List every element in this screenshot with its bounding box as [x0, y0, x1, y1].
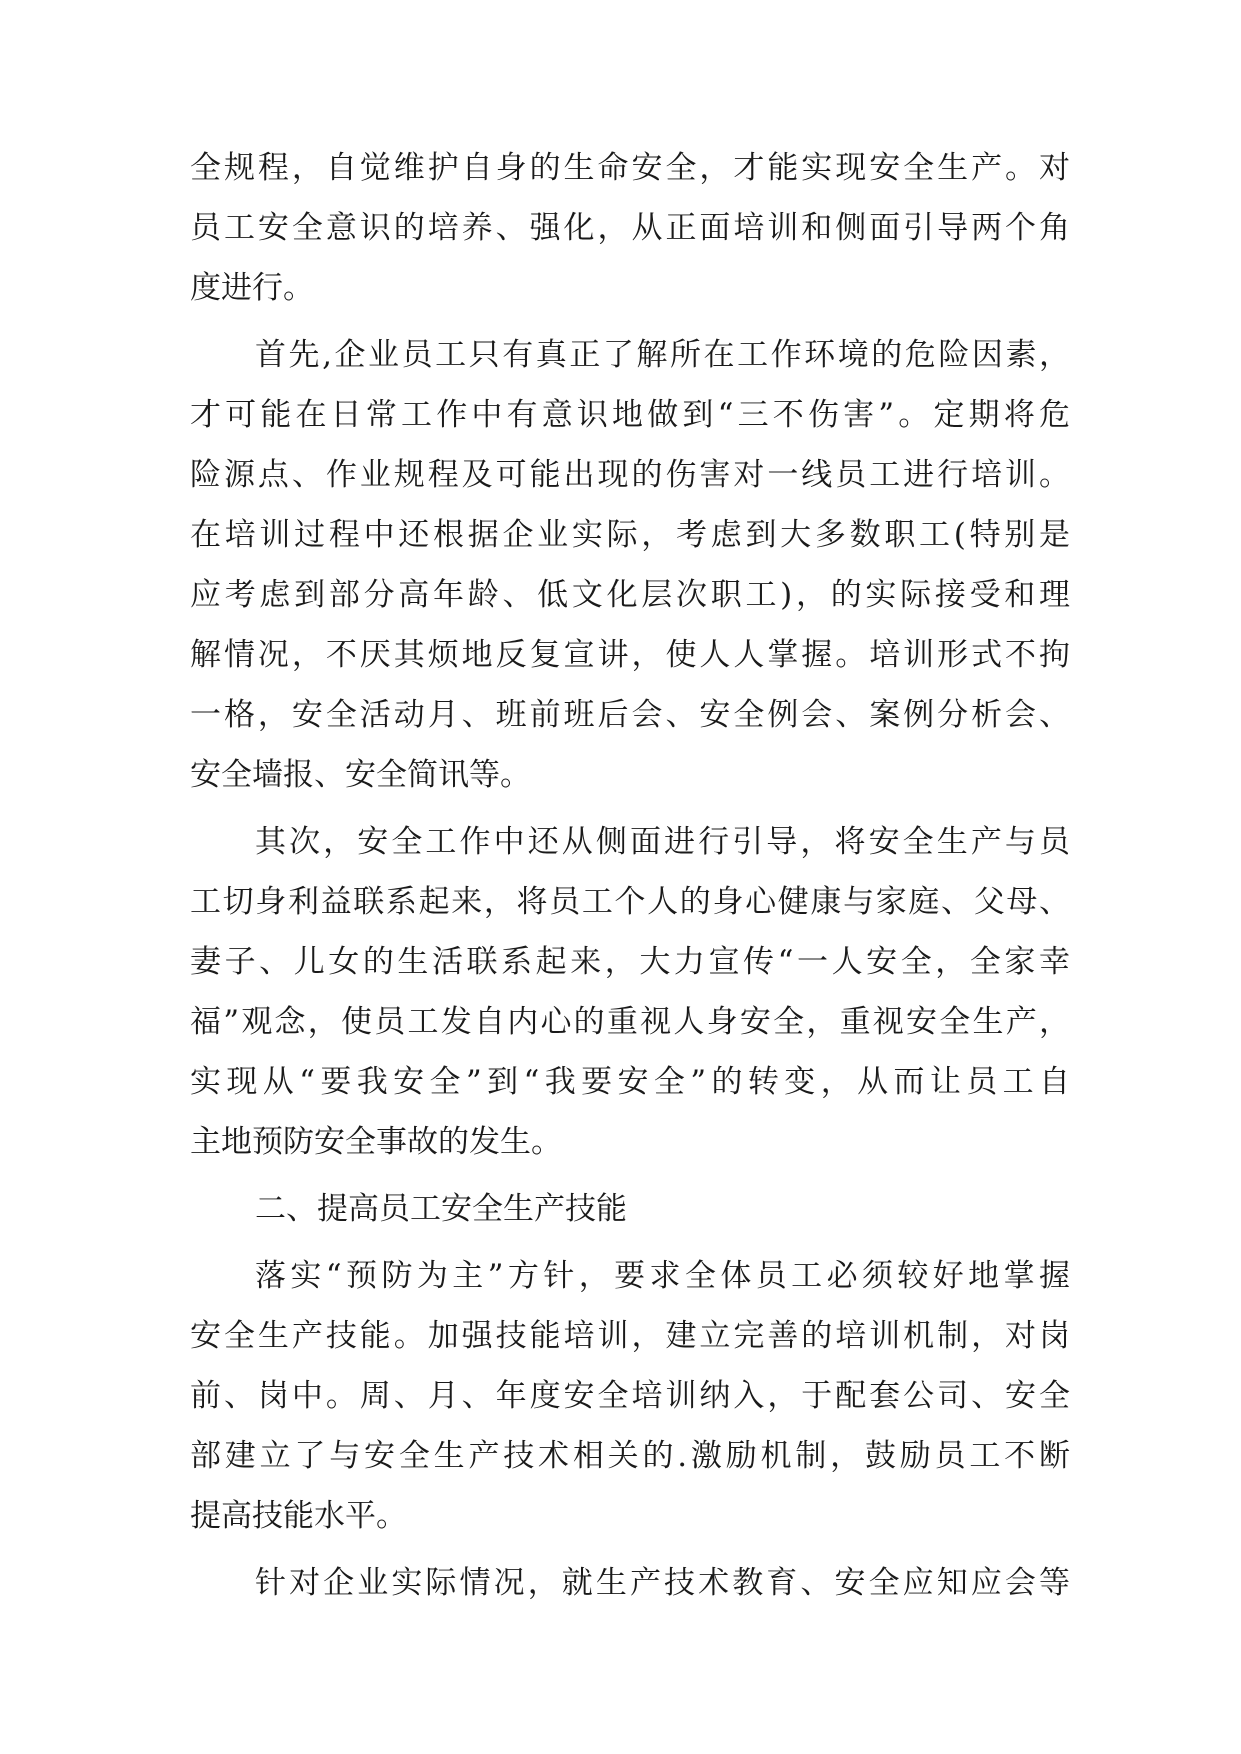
text-line: 首先,企业员工只有真正了解所在工作环境的危险因素，: [255, 337, 1070, 373]
section-heading: 二、提高员工安全生产技能: [255, 1191, 627, 1227]
text-line: 安全生产技能。加强技能培训，建立完善的培训机制，对岗: [190, 1318, 1070, 1354]
text-line: 前、岗中。周、月、年度安全培训纳入，于配套公司、安全: [190, 1378, 1070, 1414]
text-line: 针对企业实际情况，就生产技术教育、安全应知应会等: [255, 1565, 1070, 1601]
text-line: 在培训过程中还根据企业实际，考虑到大多数职工(特别是: [190, 517, 1070, 553]
text-line: 解情况，不厌其烦地反复宣讲，使人人掌握。培训形式不拘: [190, 637, 1070, 673]
text-line: 实现从“要我安全”到“我要安全”的转变，从而让员工自: [190, 1064, 1070, 1100]
text-line: 提高技能水平。: [190, 1498, 407, 1534]
text-line: 部建立了与安全生产技术相关的.激励机制，鼓励员工不断: [190, 1438, 1070, 1474]
text-line: 落实“预防为主”方针，要求全体员工必须较好地掌握: [255, 1258, 1070, 1294]
text-line: 应考虑到部分高年龄、低文化层次职工)，的实际接受和理: [190, 577, 1070, 613]
text-line: 主地预防安全事故的发生。: [190, 1124, 562, 1160]
text-line: 才可能在日常工作中有意识地做到“三不伤害”。定期将危: [190, 397, 1070, 433]
text-line: 员工安全意识的培养、强化，从正面培训和侧面引导两个角: [190, 210, 1070, 246]
text-line: 险源点、作业规程及可能出现的伤害对一线员工进行培训。: [190, 457, 1070, 493]
text-line: 妻子、儿女的生活联系起来，大力宣传“一人安全，全家幸: [190, 944, 1070, 980]
text-line: 其次，安全工作中还从侧面进行引导，将安全生产与员: [255, 824, 1070, 860]
text-line: 安全墙报、安全简讯等。: [190, 757, 531, 793]
text-line: 工切身利益联系起来，将员工个人的身心健康与家庭、父母、: [190, 884, 1070, 920]
text-line: 一格，安全活动月、班前班后会、安全例会、案例分析会、: [190, 697, 1070, 733]
text-line: 全规程，自觉维护自身的生命安全，才能实现安全生产。对: [190, 150, 1070, 186]
text-line: 福”观念，使员工发自内心的重视人身安全，重视安全生产，: [190, 1004, 1070, 1040]
text-line: 度进行。: [190, 270, 314, 306]
